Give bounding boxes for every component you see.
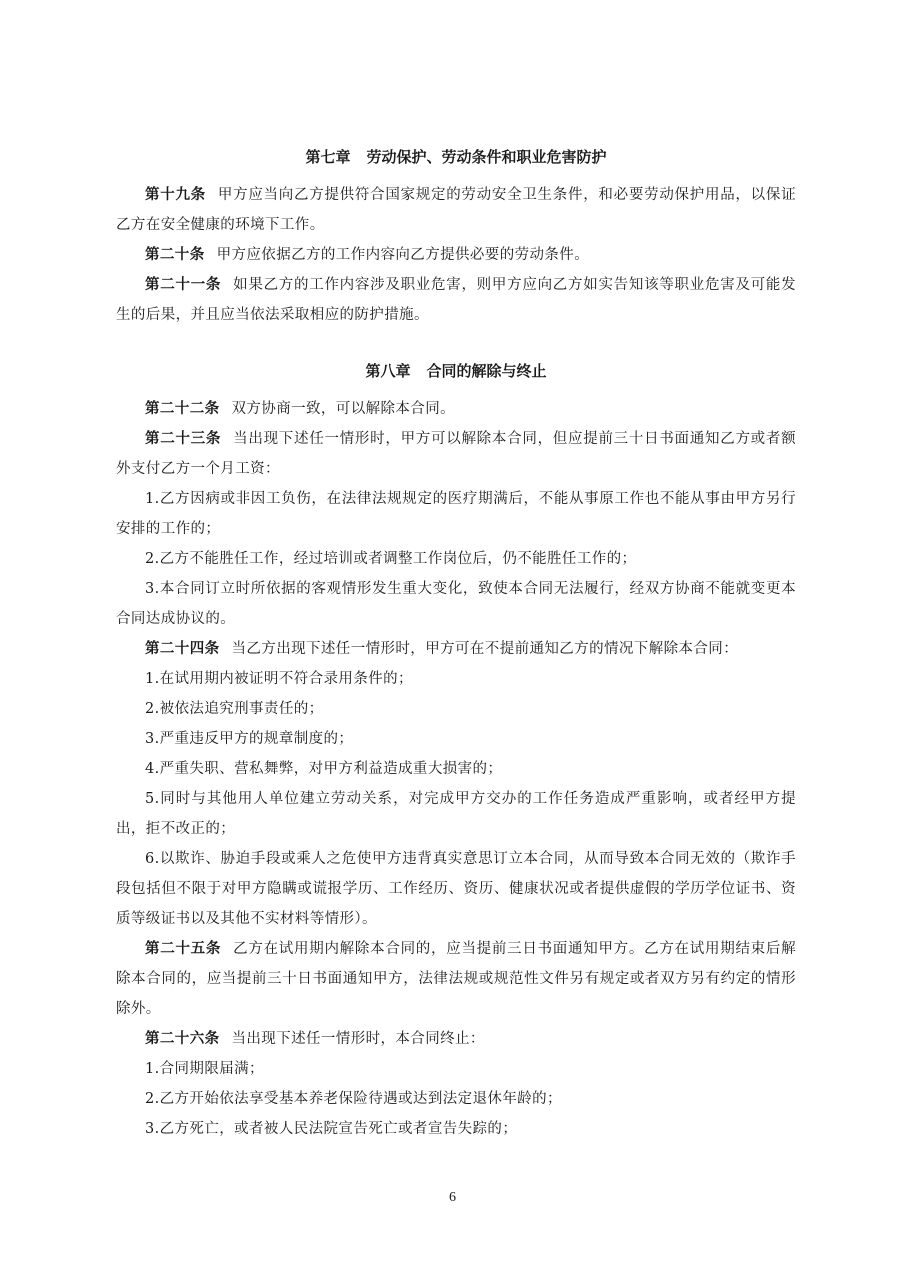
list-item: 3.乙方死亡，或者被人民法院宣告死亡或者宣告失踪的； [145, 1121, 518, 1137]
article-20 [116, 240, 796, 270]
article-label: 第二十三条 [145, 431, 222, 447]
list-item: 1.合同期限届满； [145, 1061, 264, 1077]
list-item: 2.乙方开始依法享受基本养老保险待遇或达到法定退休年龄的； [145, 1091, 562, 1107]
chapter-8-title [116, 360, 796, 382]
chapter-spacer [116, 330, 796, 360]
article-text: 甲方应依据乙方的工作内容向乙方提供必要的劳动条件。 [216, 247, 590, 263]
article-19 [116, 180, 796, 240]
article-label: 第二十四条 [145, 641, 220, 657]
article-label: 第二十一条 [145, 277, 222, 293]
article-23 [116, 424, 796, 484]
article-26 [116, 1024, 796, 1054]
article-24 [116, 634, 796, 664]
article-label: 第十九条 [145, 187, 206, 203]
article-label: 第二十条 [145, 247, 205, 263]
article-25 [116, 934, 796, 1024]
article-text: 甲方应当向乙方提供符合国家规定的劳动安全卫生条件，和必要劳动保护用品，以保证乙方在安全健康的环境下工作。 [116, 187, 796, 233]
article-text: 乙方在试用期内解除本合同的，应当提前三日书面通知甲方。乙方在试用期结束后解除本合同的，应当提前三十日书面通知甲方，法律法规或规范性文件另有规定或者双方另有约定的情形除外。 [116, 941, 797, 1017]
chapter-7-number: 第七章 [305, 148, 351, 166]
article-text: 双方协商一致，可以解除本合同。 [231, 401, 455, 417]
article-21 [116, 270, 796, 330]
chapter-7-title [116, 146, 796, 168]
page-content [116, 146, 796, 1144]
list-item: 1.乙方因病或非因工负伤，在法律法规规定的医疗期满后，不能从事原工作也不能从事由甲方另行安排的工作的； [116, 491, 796, 537]
chapter-7-heading: 劳动保护、劳动条件和职业危害防护 [366, 148, 607, 166]
article-label: 第二十二条 [145, 401, 220, 417]
article-label: 第二十五条 [145, 941, 222, 957]
page-number: 6 [449, 1190, 456, 1205]
list-item: 6.以欺诈、胁迫手段或乘人之危使甲方违背真实意思订立本合同，从而导致本合同无效的（欺诈手段包括但不限于对甲方隐瞒或谎报学历、工作经历、资历、健康状况或者提供虚假的学历学位证书、资质等级证书以及其他不实材料等情形）。 [116, 851, 796, 927]
list-item: 4.严重失职、营私舞弊，对甲方利益造成重大损害的； [145, 761, 503, 777]
chapter-8-number: 第八章 [365, 362, 411, 380]
list-item: 2.乙方不能胜任工作，经过培训或者调整工作岗位后，仍不能胜任工作的； [145, 551, 637, 567]
chapter-8-heading: 合同的解除与终止 [426, 362, 547, 380]
article-text: 如果乙方的工作内容涉及职业危害，则甲方应向乙方如实告知该等职业危害及可能发生的后果，并且应当依法采取相应的防护措施。 [116, 277, 797, 323]
article-text: 当出现下述任一情形时，本合同终止： [231, 1031, 485, 1047]
article-label: 第二十六条 [145, 1031, 220, 1047]
article-text: 当乙方出现下述任一情形时，甲方可在不提前通知乙方的情况下解除本合同： [231, 641, 739, 657]
list-item: 3.严重违反甲方的规章制度的； [145, 731, 354, 747]
list-item: 2.被依法追究刑事责任的； [145, 701, 324, 717]
list-item: 1.在试用期内被证明不符合录用条件的； [145, 671, 413, 687]
article-22 [116, 394, 796, 424]
list-item: 3.本合同订立时所依据的客观情形发生重大变化，致使本合同无法履行，经双方协商不能就变更本合同达成协议的。 [116, 581, 796, 627]
article-text: 当出现下述任一情形时，甲方可以解除本合同，但应提前三十日书面通知乙方或者额外支付乙方一个月工资： [116, 431, 797, 477]
list-item: 5.同时与其他用人单位建立劳动关系，对完成甲方交办的工作任务造成严重影响，或者经甲方提出，拒不改正的； [116, 791, 796, 837]
